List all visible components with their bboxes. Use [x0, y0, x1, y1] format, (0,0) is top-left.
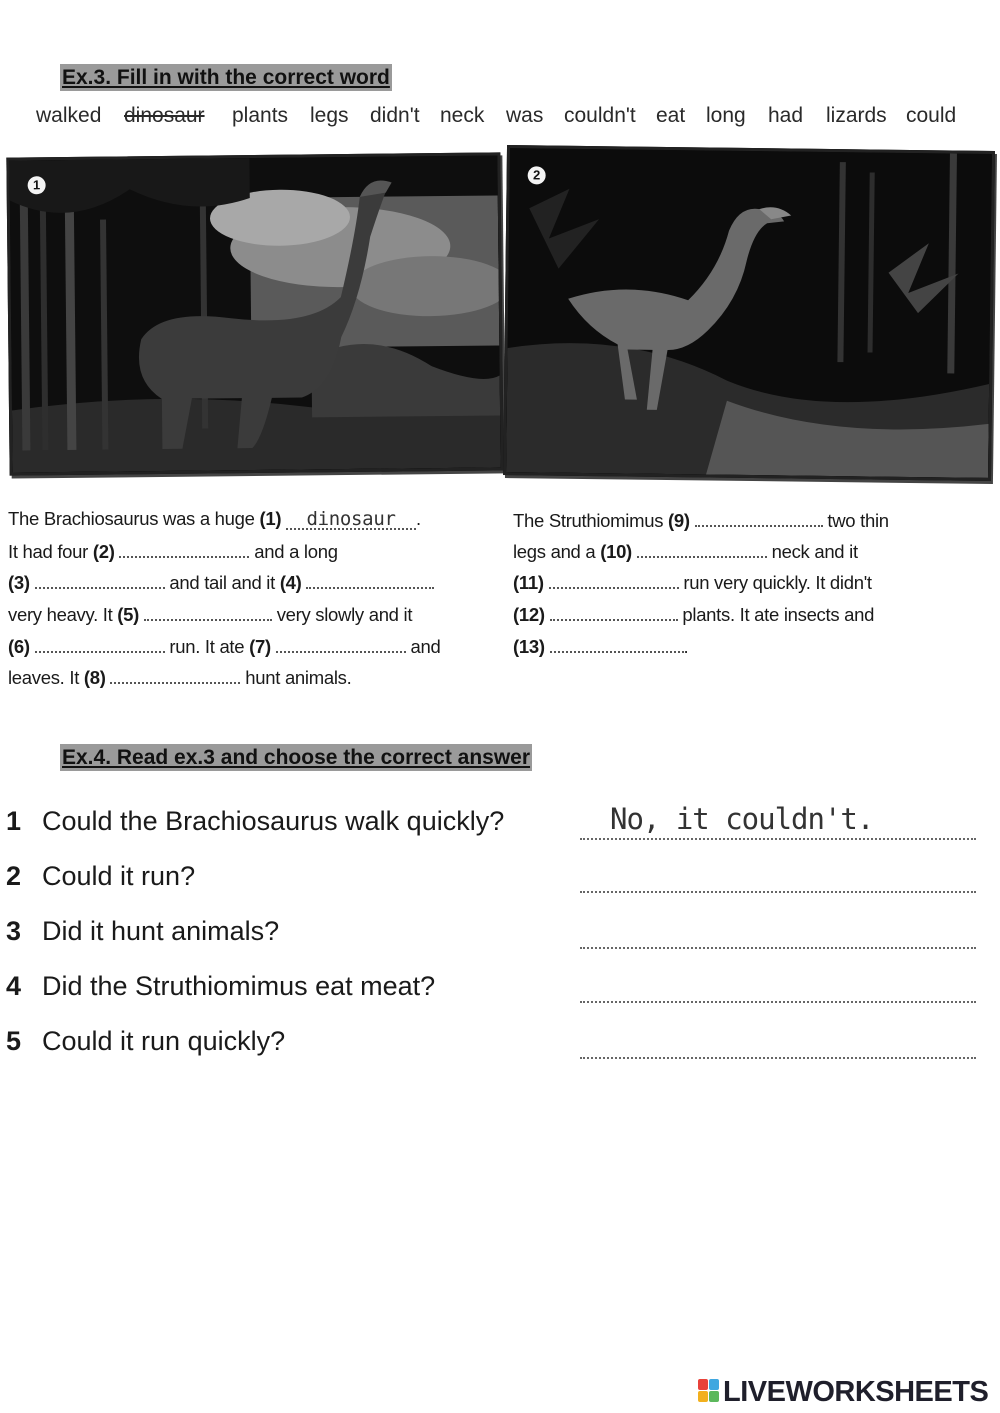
- paragraph-text: It had four: [8, 541, 93, 562]
- blank-number: (3): [8, 572, 30, 593]
- paragraph-left-line-4: [8, 602, 412, 626]
- paragraph-left-line-3: [8, 570, 434, 594]
- blank-number: (5): [117, 604, 140, 625]
- blank-number: (11): [513, 572, 544, 593]
- answer-field-2[interactable]: [580, 861, 976, 893]
- question-number: 1: [6, 806, 22, 836]
- word-bank-item: lizards: [826, 104, 887, 127]
- struthiomimus-illustration: [506, 148, 992, 478]
- blank-number: (4): [279, 572, 302, 593]
- answer-blank-12[interactable]: [550, 602, 678, 621]
- paragraph-text: .: [416, 508, 421, 529]
- question-5: [6, 1026, 285, 1057]
- paragraph-text: leaves. It: [8, 667, 84, 688]
- question-3: [6, 916, 279, 947]
- question-number: 2: [6, 861, 22, 891]
- paragraph-text: very heavy. It: [8, 604, 118, 625]
- paragraph-text: plants. It ate insects and: [682, 604, 875, 625]
- answer-field-3[interactable]: [580, 917, 976, 949]
- blank-number: (6): [8, 636, 30, 657]
- liveworksheets-logo: [698, 1376, 988, 1412]
- word-bank-item: didn't: [370, 104, 420, 127]
- paragraph-right-line-5: [513, 634, 688, 658]
- paragraph-text: legs and a: [513, 541, 601, 562]
- paragraph-text: and a long: [254, 541, 338, 562]
- blank-number: (10): [600, 541, 632, 562]
- paragraph-text: neck and it: [771, 541, 858, 562]
- ex3-title: Ex.3. Fill in with the correct word: [62, 66, 390, 89]
- answer-blank-4[interactable]: [306, 570, 434, 589]
- ex4-title: Ex.4. Read ex.3 and choose the correct answer: [62, 746, 531, 769]
- word-bank: [36, 104, 966, 134]
- paragraph-left-line-6: [8, 665, 351, 689]
- answer-blank-5[interactable]: [144, 602, 272, 621]
- answer-blank-3[interactable]: [35, 570, 165, 589]
- paragraph-text: run very quickly. It didn't: [683, 572, 872, 593]
- word-bank-item: walked: [36, 104, 102, 127]
- brachiosaurus-photo: [6, 152, 503, 475]
- paragraph-right-line-3: [513, 570, 872, 594]
- paragraph-right-line-4: [513, 602, 874, 626]
- paragraph-left-line-5: [8, 634, 440, 658]
- paragraph-text: .: [683, 636, 689, 657]
- paragraph-text: two thin: [827, 510, 889, 531]
- answer-blank-11[interactable]: [549, 570, 679, 589]
- answer-blank-2[interactable]: [119, 539, 249, 558]
- question-text: Could the Brachiosaurus walk quickly?: [42, 806, 505, 836]
- word-bank-item: neck: [440, 104, 485, 127]
- paragraph-right-line-2: [513, 539, 858, 563]
- struthiomimus-photo: [503, 145, 995, 481]
- blank-number: (13): [513, 636, 545, 657]
- answer-blank-7[interactable]: [276, 634, 406, 653]
- logo-text: LIVEWORKSHEETS: [723, 1376, 989, 1408]
- question-2: [6, 861, 195, 892]
- question-text: Could it run quickly?: [42, 1026, 286, 1056]
- word-bank-item: long: [706, 104, 746, 127]
- paragraph-text: The Struthiomimus: [513, 510, 668, 531]
- paragraph-right-line-1: [513, 508, 889, 532]
- word-bank-item-struck: dinosaur: [124, 104, 205, 127]
- word-bank-item: legs: [310, 104, 349, 127]
- blank-number: (12): [513, 604, 545, 625]
- paragraph-text: The Brachiosaurus was a huge: [8, 508, 260, 529]
- photo-number-badge: 1: [28, 176, 46, 194]
- paragraph-text: hunt animals.: [245, 667, 352, 688]
- word-bank-item: plants: [232, 104, 289, 127]
- question-number: 4: [6, 971, 22, 1001]
- blank-number: (7): [249, 636, 271, 657]
- question-number: 3: [6, 916, 22, 946]
- answer-blank-13[interactable]: [550, 634, 684, 653]
- paragraph-text: and tail and it: [169, 572, 280, 593]
- liveworksheets-logo-icon: [698, 1379, 720, 1403]
- answer-blank-8[interactable]: [110, 665, 240, 684]
- paragraph-left-line-1: [8, 508, 421, 530]
- paragraph-text: very slowly and it: [276, 604, 413, 625]
- question-number: 5: [6, 1026, 22, 1056]
- photo-number-badge: 2: [528, 166, 546, 184]
- answer-field-5[interactable]: [580, 1027, 976, 1059]
- answer-text: No, it couldn't.: [610, 802, 874, 836]
- answer-field-4[interactable]: [580, 971, 976, 1003]
- paragraph-text: run. It ate: [169, 636, 250, 657]
- blank-number: (1): [259, 508, 282, 529]
- word-bank-item: could: [906, 104, 957, 127]
- answer-blank-9[interactable]: [695, 508, 823, 527]
- brachiosaurus-illustration: [9, 155, 500, 472]
- question-4: [6, 971, 435, 1002]
- answer-blank-10[interactable]: [637, 539, 767, 558]
- question-text: Did it hunt animals?: [42, 916, 280, 946]
- blank-number: (8): [83, 667, 106, 688]
- word-bank-item: eat: [656, 104, 686, 127]
- word-bank-item: couldn't: [564, 104, 636, 127]
- paragraph-left-line-2: [8, 539, 338, 563]
- answer-field-1[interactable]: [580, 802, 976, 840]
- question-text: Did the Struthiomimus eat meat?: [42, 971, 436, 1001]
- word-bank-item: had: [768, 104, 804, 127]
- blank-number: (2): [92, 541, 115, 562]
- blank-number: (9): [668, 510, 690, 531]
- question-1: [6, 806, 504, 837]
- word-bank-item: was: [506, 104, 544, 127]
- question-text: Could it run?: [42, 861, 196, 891]
- answer-blank-6[interactable]: [35, 634, 165, 653]
- paragraph-text: and: [410, 636, 441, 657]
- answer-blank-1[interactable]: dinosaur: [286, 510, 416, 530]
